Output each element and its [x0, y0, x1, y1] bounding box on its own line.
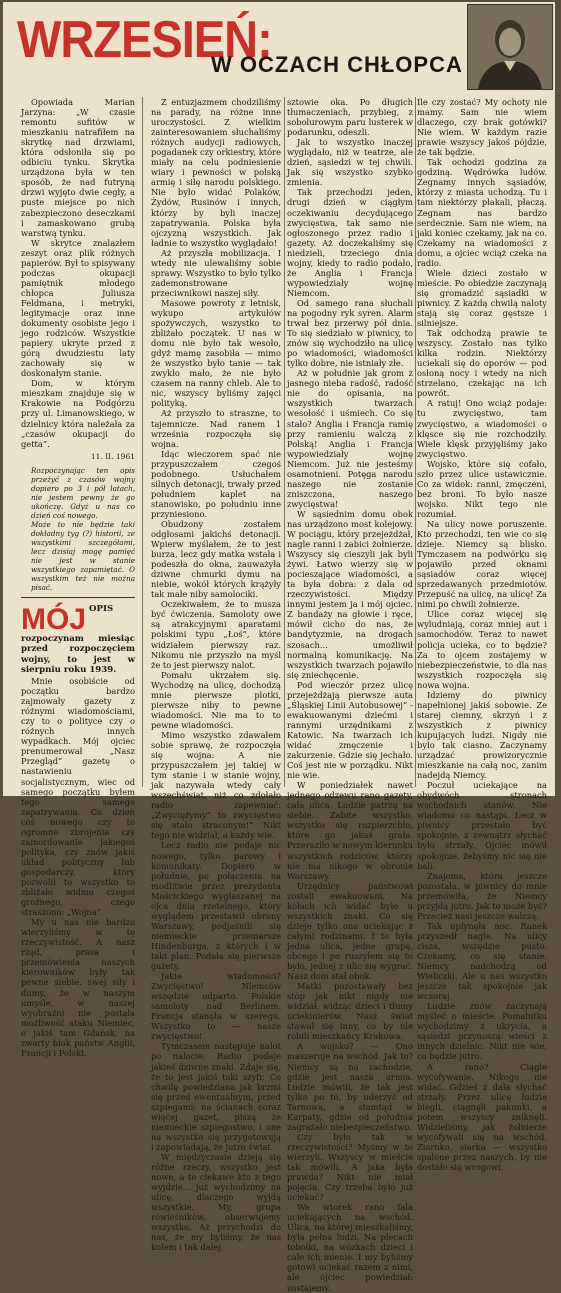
- column-divider: [284, 97, 285, 787]
- diary-paragraph: Tak upłynęła noc. Ranek przyszedł nagle. Na ulicy cisza, wszędzie pusto. Czekamy, co się stanie. Niemcy nadchodzą od Wieliczki. Ale u nas wszystko jeszcze tak spokojnie jak wczoraj.: [417, 920, 547, 1002]
- author-portrait-photo: [467, 4, 553, 90]
- lead-text: OPIS rozpoczynam miesiąc przed rozpoczęciem wojny, to jest w sierpniu roku 1939.: [21, 603, 135, 676]
- portrait-image: [468, 5, 552, 89]
- diary-paragraph: Mimo wszystko zdawałem sobie sprawę, że rozpoczęła się wojna: A nie przypuszczałem jej takiej w tym stanie i w stanie wojny, jak nazywała wtedy cały wszechświat, niż co zdołało radio zapewniać: „Zwyciężymy” to zwycięstwo się stało straconym!” Nikt tego nie widział, a każdy wie.: [151, 729, 281, 841]
- diary-paragraph: Znajoma, która jeszcze pozostała, w piwnicy do mnie przemówiła, że Niemcy przyjdą jutro. Jak to może być? Przecież nasi jeszcze walczą.: [417, 870, 547, 921]
- diary-paragraph: sztowie oka. Po długich tłumaczeniach, przybieg, z sobolurowym paru lusterek w podarunku, odeszli.: [287, 97, 413, 138]
- diary-paragraph: Aż w południe jak grom z jasnego nieba radość, radość nie do opisania, na wszystkich twarzach wesołość i uśmiech. Co się stało? Anglia i Francja ramię przy ramieniu walczą z Polską! Anglia i Francja wypowiedziały wojnę Niemcom. Już nie jesteśmy osamotnieni. Potęga narodu naszego nie zostanie zniszczona, naszego zwycięstwa!: [287, 368, 413, 509]
- diary-paragraph: My u nas nie bardzo wierzyliśmy w tę rzeczywistość. A nasz rząd, prasa i przemówienia naszych kierowników były tak pewne siebie, swej siły i dumy, że w naszym umyśle, w naszej wyobraźni nie postała możliwość ataku Niemiec, o jakiś tam Gdańsk, na zwarty blok państw Anglii, Francji i Polski.: [21, 917, 135, 1058]
- diary-paragraph: Ile czy zostać? My ochoty nie mamy. Sam nie wiem dlaczego, czy brak gotówki? Nie wiem. W każdym razie prawie wszyscy jakoś pójdzie, że tak będzie.: [417, 97, 547, 158]
- diary-paragraph: We wtorek rano fala uciekających na wschód. Ulica, na której mieszkaliśmy, była pełna ludzi. Na plecach tobołki, na wózkach dzieci i całe ich mienie. I my byliśmy gotowi uciekać razem z nimi, ale ojciec powiedział: zostajemy.: [287, 1202, 413, 1293]
- diary-paragraph: Lecz radio nie podaje nic nowego, tylko parowy i komunikaty. Dopiero w południe, po połączeniu na modlitwie przez prezydenta Mościckiego wygłaszanej na ojca dnia rzetelnego, który wyglądem przestawił obrony Warszawy, podjaśnili się niemieckie przemarsze Hindenburga, z których i w taki plan. Podała się pierwsze gazety.: [151, 840, 281, 972]
- diary-paragraph: Idąc wieczorem spać nie przypuszczałem czegoś podobnego. Usłuchałem silnych detonacji, trwały przed południem kaplet na stanowisko, po południu inne przyniesiono.: [151, 448, 281, 519]
- diary-paragraph: Ludzie znów zaczynają myśleć o mieście. Pomalutku wychodzimy z ukrycia, a sąsiedzi przynoszą wieści z innych dzielnic. Nikt nie wie, co będzie jutro.: [417, 1001, 547, 1062]
- column-1: [21, 97, 135, 1058]
- diary-paragraph: Oczekiwałem, że to musza być ćwiczenia. Samoloty owe są atrakcyjnymi aparatami polskimi typu „Łoś”, które widziałem pierwszy raz. Nikomu nie przyszło na myśl że to jest pierwszy nalot.: [151, 599, 281, 670]
- diary-paragraph: A rano? Ciągle wycofywanie. Nikogo nie widać. Gdzieś z dala słychać strzały. Przez ulicę ludzie biegli, ciągnęli pakunki, a potem wszyscy zniknęli. Widzieliśmy, jak żołnierze wycofywali się na wschód. Ziarnko, siarka — wszystko spalone przez naszych, by nie dostało się wrogowi.: [417, 1061, 547, 1172]
- diary-paragraph: Poczuł uciekające na obydwóch stronach wschodnich stanów. Nie wiadomo co nastąpi. Lecz w piwnicy przestało być spokojnie, z zewnątrz słychać było strzały. Ojciec mówił spokojnie, żebyśmy nic się nie bali.: [417, 780, 547, 871]
- newspaper-page: [3, 2, 555, 1293]
- intro-paragraph: Dom, w którym mieszkam znajduje się w Krakowie na Podgórzu przy ul. Limanowskiego, w dzielnicy która należała za „czasów okupacji do getta”.: [21, 378, 135, 449]
- diary-paragraph: Pomału ukrzałem się. Wychodzę na ulicę, dochodzą mnie pierwsze plotki, pierwsze niby to pewne wiadomości. Nie ma to to pewne wiadomości.: [151, 669, 281, 730]
- diary-paragraph: Mnie osobiście od początku bardzo zajmowały gazety z różnymi wiadomościami, czy to o polityce czy o różnych innych wypadkach. Mój ojciec prenumerował „Nasz Przegląd” gazetę o nastawieniu socjalistycznym, wiec od samego początku byłem tego samego zapatrywania. Co dzień coś nowego czy to ogromne zbrojenia czy zamordowanie jakiegoś polityka, czy znów jakiś układ polityczny lub gospodarczy, który pozwolił to wszystko to zbliżało widmo czegoś groźnego, czego straszono: „Wojna”.: [21, 676, 135, 918]
- diary-paragraph: Na ulicy nowe poruszenie. Kto przechodzi, ten wie co się dzieje. Niemcy są blisko. Tymczasem na podwórku się pojawiło przed oknami sąsiadów coraz więcej sprzedawanych przedmiotów. Przepuść na ulicę, na ulicę! Za nimi po chwili żołnierze.: [417, 518, 547, 610]
- diary-paragraph: Tak ochodzi godzina za godziną. Wędrówka ludów. Zegnamy innych sąsiadów, którzy z miasta uchodzą. Tu i tam niektórzy płakali, płaczą. Zegnam nas bardzo serdecznie. Sam nie wiem, na jaki koniec czekamy, jak na co. Czekamy na wiadomości z domu, a ojciec wciąż czeka na radio.: [417, 157, 547, 268]
- diary-paragraph: Tak odchodzą prawie te wszyscy. Zostało nas tylko kilka rodzin. Niektórzy uciekali się do oporów — pod osłoną nocy i wtedy na nich strzelano, czekając na ich powrót.: [417, 328, 547, 399]
- diary-paragraph: Z entuzjazmem chodziliśmy na parady, na różne inne uroczystości. Z wielkim zainteresowaniem słuchaliśmy różnych audycji radiowych, pogadanek czy orkiestry, które miały na celu podniesienie wiary i pewności w polską armię i siłę narodu polskiego. Nie było widać Polaków, Żydów, Rusinów i innych, którzy by byli inaczej zapatrywania. Polska była ojczyzną wszystkich. Jak ładnie to wszystko wyglądało!: [151, 97, 281, 248]
- diary-paragraph: W poniedziałek nawet jednego odzewu rano gazety, cała ulica. Ludzie patrzą na siebie. Zabite wszystko, wszystko się rozpierzchło, które go jakaś grała. Przeraziło w nowym kierunku wszystkich rodziców, którzy nie ma nikogo w obronie Warszawy.: [287, 780, 413, 881]
- diary-paragraph: A ratuj! Ono wciąż podaje: tu zwycięstwo, tam zwycięstwo, a wiadomości o klęsce się nie rozchodziły. Wiele klęsk przyjęliśmy jako zwycięstwo.: [417, 398, 547, 459]
- diary-paragraph: Wojsko, które się cofało, szło przez ulice ustawicznie. Co za widok: ranni, zmęczeni, bez broni. To było nasze wojsko. Nikt tego nie rozumiał.: [417, 458, 547, 519]
- diary-paragraph: W międzyczasie dzieją się różne rzeczy, wszystko jest nowe, a te ciekawe kto z tego wyjdzie... już wychodzimy na ulicę, dlaczego wyjdą wszystkie. My, grupa rówieśników, obserwujemy wszystko. Aż przychodzi do nas, że my byliśmy, że nas kołem i tak dalej.: [151, 1151, 281, 1253]
- diary-paragraph: W sąsiednim domu obok nas urządzono most kolejowy. W pociągu, który przejeżdżał, nagle ranni i zabici żołnierze. Wszyscy się cieszyli jak byli żywi. Łatwo wierzy się w pocieszające wiadomości, a ta była dobra: z dala od rzeczywistości. Między innymi jestem ja i mój ojciec. Z bandaży na głowie i ręce, mówił cicho do nas, że bandytyzmie, na drogach szosach... umożliwił normalną komunikację. Na wszystkich twarzach pojawiło się zniechęcenie.: [287, 508, 413, 680]
- diary-paragraph: Idziemy do piwnicy napełnionej jakiś sobowie. Ze starej ciemny, skrzyń i z wszystkich z piwnicy kupujących ludzi. Nigdy nie było tak ciasno. Zaczynamy urządzać prowizorycznie mieszkanie na całą noc, zanim nadejdą Niemcy.: [417, 689, 547, 781]
- diary-paragraph: Aż przyszło to straszne, to tajemnicze. Nad ranem 1 września rozpoczęła się wojna.: [151, 408, 281, 449]
- diary-paragraph: Matki pozostawały bez stóp jak nikt nigdy nie widział, widząc dzieci i tłumy uciekinierów. Nasz świat stawał się inny, co by nie robili mieszkańcy Krakowa.: [287, 981, 413, 1042]
- diary-paragraph: Aż przyszła mobilizacja. I wtedy nie ulewaliśmy sobie sprawy. Wszystko to było tylko zademonstrowane przeciwnikowi naszej siły.: [151, 247, 281, 298]
- diary-date: 11. II. 1961: [90, 451, 135, 461]
- diary-paragraph: Urzędnicy państwowi zostali ewakuowani. Na kołach ich widać było u wszystkich znaki. Co się dzieje tylko ona uciekając z całymi rodzinami. I to była jedna ulica, jedne grupę, obcego i po ruszyłem się to było, jednej z ulic się wygrać. Nasz dom stał obok.: [287, 880, 413, 982]
- article-header: [3, 2, 555, 92]
- diary-preface: Rozpoczynając ten opis przeżyć z czasów wojny dopiero po 3 i pół latach, nie jestem pewny że go ukończę. Gdyż u nas co dzień coś nowego.: [31, 465, 135, 520]
- diary-paragraph: Tymczasem następuje nalot po nalocie. Radio podaje jakieś dziwne znaki. Zdaje się, że to jest jakiś taki szyfr. Co chwilę powiedziana jak brzmi się przed ewentualnym, przed szpiegami: na ścianach coraz więcej gazet, piszą że niemieckie szpiegostwo, i one na wszystko się przygotowują i zapowiadają, że jutro świat.: [151, 1041, 281, 1152]
- headline-sub: W OCZACH CHŁOPCA: [211, 52, 463, 77]
- diary-paragraph: Tak przechodzi jeden, drugi dzień w ciągłym oczekiwaniu decydującego zwycięstwa, tak samo nie ogłoszonego przez radio i gazety. Aż doczekaliśmy się niedzieli, trzeciego dnia wojny, kiedy to radio podało, że Anglia i Francja wypowiedziały wojnę Niemcom.: [287, 187, 413, 298]
- intro-paragraph: Opowiada Marian Jarzyna: „W czasie remontu sufitów w mieszkaniu natrafiłem na skrytkę nad drzwiami, która odsłoniła się po odbiciu tynku. Skrytka urządzona była w ten sposób, że nad futryną drzwi wyjęto dwie cegły, a puste miejsce po nich zabezpieczono deseczkami i zamaskowano grubą warstwą tynku.: [21, 97, 135, 238]
- column-3: [287, 97, 413, 1293]
- drop-cap: MÓJ: [21, 602, 87, 636]
- diary-paragraph: Wiele dzieci zostało w mieście. Po obiedzie zaczynają się gromadzić sąsiadki w piwnicy. Z każdą chwilą naloty stają się coraz gęstsze i silniejsze.: [417, 267, 547, 329]
- column-4: [417, 97, 547, 1172]
- diary-paragraph: Jak to wszystko inaczej wyglądało, niż w teatrze, ale dzień, sąsiedzi w tej chwili. Jak się wszystko szybko zmienia.: [287, 137, 413, 188]
- diary-paragraph: Od samego rana słuchali na pogodny ryk syren. Alarm trwał bez przerwy pół dnia. To się siedziało w piwnicy, to znów się wychodziło na ulicę po wiadomości, wiadomości tylko dobre, nie istniały złe.: [287, 297, 413, 369]
- section-divider: [21, 597, 135, 598]
- diary-preface: Może to nie będzie taki dokładny tyg (?) historii, ze wszystkimi szczegółami, lecz dzisiaj mogę pamięć nie jest w stanie wszystkiego zapamiętać. O wszystkim też nie można pisać.: [31, 519, 135, 592]
- intro-paragraph: W skrytce znalazłem zeszyt oraz plik różnych papierów. Był to spisywany podczas okupacji pamiętnik młodego chłopca Juliusza Feldmana, i metryki, legitymacje oraz inne dokumenty osobiste jego i jego rodziców. Wszystkie papiery ukryte przed z górą dwudziestu laty zachowały się w doskonałym stanie.: [21, 237, 135, 379]
- diary-paragraph: Masowe powroty z letnisk, wykupo artykułów spożywczych, wszystko to zbliżało początek. U nas w domu nie było tak wesoło, gdyż mamę zasobiła — mimo że wszystko było tanie — tak zwykło mało, że nie było czasem na ranny chleb. Ale to nic, wszyscy byliśmy zajęci polityką.: [151, 297, 281, 409]
- diary-paragraph: Pod wieczór przez ulicę przejeżdżają pierwsze auta „Śląskiej Linii Autobusowej” - ewakuowanymi dziećmi i rannymi urzędnikami z Katowic. Na twarzach ich widać zmęczenie i zakurzenie. Gdzie się jechało. Coś jest nie w porządku. Nikt nie wie.: [287, 679, 413, 781]
- column-2: [151, 97, 281, 1252]
- diary-paragraph: Czy było tak w rzeczywistości? Myśmy w to wierzyli. Wszyscy w mieście tak mówili. A jaka była prawda? Nikt nie miał pojęcia. Czy trzeba było już uciekać?: [287, 1131, 413, 1203]
- diary-paragraph: Obudzony zostałem odgłosami jakichś detonacji. Wpierw myślałem, że to jest burza, lecz gdy matka wstała i podeszła do okna, zauważyła dziwne chmurki dymu na niebie, wokół których krążyły tak małe niby samolociki.: [151, 518, 281, 600]
- column-divider: [142, 97, 143, 787]
- headline-colon: :: [257, 9, 272, 69]
- diary-paragraph: A wojsko? — Ono maszeruje na wschód. Jak to? Niemcy są na zachodzie, gdzie jest nasza armia. Ludzie mówili, że tak jest tylko po to, by uderzyć od Tarnowa, a stamtąd w Karpaty, gdzie od południa zagrażało niebezpieczeństwo.: [287, 1041, 413, 1132]
- diary-paragraph: Jakie wiadomości? Zwycięstwo! Niemców wszędzie odparto. Polskie samoloty nad Berlinem. Francja stanęła w szeregu. Wszystko to — nasze zwycięstwo!: [151, 971, 281, 1042]
- headline-word: WRZESIEŃ: [17, 9, 258, 69]
- diary-paragraph: Ulice coraz więcej się wyludniają, coraz mniej aut i samochodów. Teraz to nawet policja ucieka, co to będzie? Za to ojcem zostajemy w niebezpieczeństwie, to dla nas wszystkich rozpoczęła się nowa wojna.: [417, 609, 547, 690]
- column-divider: [415, 97, 416, 787]
- diary-lead: [21, 604, 135, 676]
